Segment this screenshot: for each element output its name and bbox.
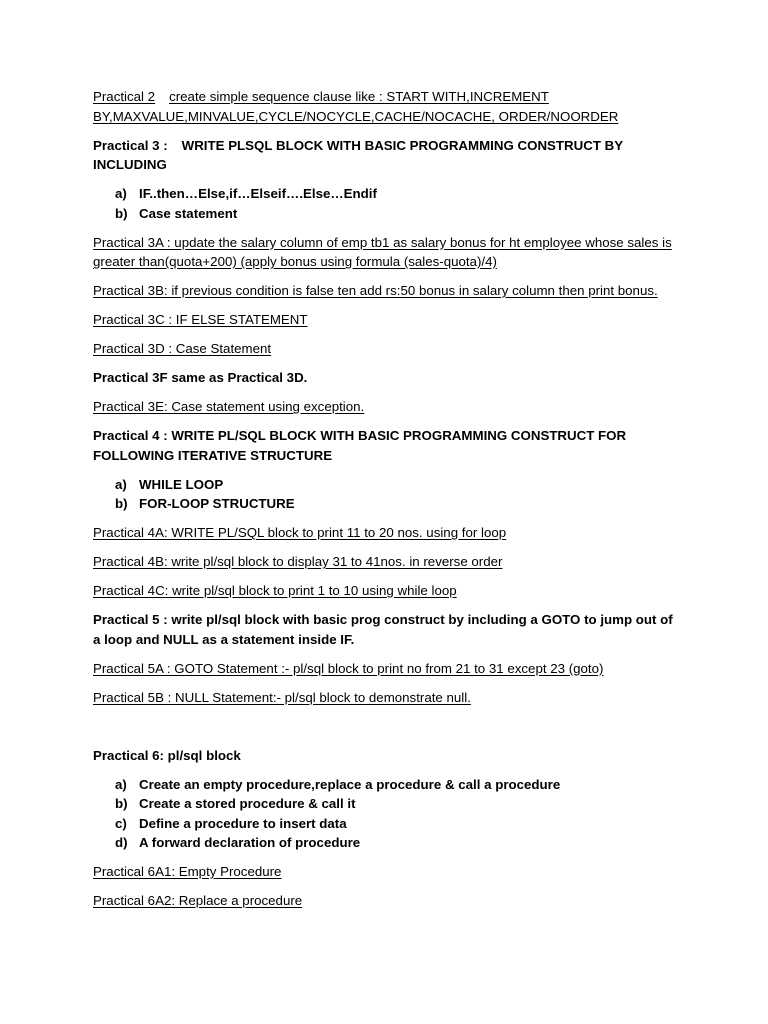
list-item (93, 494, 673, 514)
practical-3d: Practical 3D : Case Statement (93, 341, 272, 356)
list-marker: a) (115, 476, 127, 492)
practical-3-label: Practical 3 : (93, 137, 168, 153)
practical-3e: Practical 3E: Case statement using exception. (93, 399, 365, 414)
practical-4c: Practical 4C: write pl/sql block to print 1 to 10 using while loop (93, 583, 457, 598)
practical-3-heading (93, 136, 673, 175)
list-marker: d) (115, 835, 128, 850)
list-item (93, 833, 673, 853)
list-item (93, 794, 673, 814)
list-item-text: Create an empty procedure,replace a procedure & call a procedure (139, 776, 561, 792)
practical-6a1: Practical 6A1: Empty Procedure (93, 864, 282, 879)
list-marker: a) (115, 776, 127, 792)
list-item (93, 775, 673, 795)
practical-3a: Practical 3A : update the salary column of emp tb1 as salary bonus for ht employee whose sales is greater than(quota+200) (apply bonus using formula (sales-quota)/4) (93, 234, 672, 269)
section-spacer (93, 717, 673, 746)
practical-6-list (93, 775, 673, 853)
list-marker: b) (115, 796, 128, 811)
list-item-text: Case statement (139, 205, 238, 221)
list-item-text: IF..then…Else,if…Elseif….Else…Endif (139, 186, 377, 201)
list-item-text: FOR-LOOP STRUCTURE (139, 496, 295, 511)
practical-5-heading: Practical 5 : write pl/sql block with basic prog construct by including a GOTO to jump out of a loop and NULL as a statement inside IF. (93, 612, 673, 647)
practical-5b: Practical 5B : NULL Statement:- pl/sql block to demonstrate null. (93, 689, 471, 705)
list-item-text: Define a procedure to insert data (139, 815, 347, 831)
practical-4-heading: Practical 4 : WRITE PL/SQL BLOCK WITH BASIC PROGRAMMING CONSTRUCT FOR FOLLOWING ITERATIVE STRUCTURE (93, 428, 627, 463)
list-marker: a) (115, 186, 127, 201)
practical-4-list (93, 475, 673, 514)
practical-5a: Practical 5A : GOTO Statement :- pl/sql block to print no from 21 to 31 except 23 (goto) (93, 660, 604, 676)
practical-4a: Practical 4A: WRITE PL/SQL block to print 11 to 20 nos. using for loop (93, 525, 507, 540)
list-item (93, 184, 673, 204)
list-marker: b) (115, 205, 128, 221)
practical-2-label: Practical 2 (93, 89, 156, 104)
practical-2-text: create simple sequence clause like : START WITH,INCREMENT BY,MAXVALUE,MINVALUE,CYCLE/NOCYCLE,CACHE/NOCACHE, ORDER/NOORDER (93, 89, 619, 124)
practical-3f: Practical 3F same as Practical 3D. (93, 370, 308, 385)
list-item-text: Create a stored procedure & call it (139, 796, 356, 811)
practical-6-heading: Practical 6: pl/sql block (93, 747, 241, 763)
list-item (93, 814, 673, 834)
list-item-text: WHILE LOOP (139, 476, 224, 492)
practical-3-text: WRITE PLSQL BLOCK WITH BASIC PROGRAMMING CONSTRUCT BY INCLUDING (93, 137, 623, 172)
practical-3c: Practical 3C : IF ELSE STATEMENT (93, 312, 308, 327)
list-marker: b) (115, 496, 128, 511)
practical-6a2: Practical 6A2: Replace a procedure (93, 893, 303, 908)
list-marker: c) (115, 815, 127, 831)
list-item (93, 475, 673, 495)
practical-3-list (93, 184, 673, 223)
practical-4b: Practical 4B: write pl/sql block to display 31 to 41nos. in reverse order (93, 554, 503, 569)
document-page (93, 87, 673, 920)
practical-2-heading (93, 87, 673, 126)
practical-3b: Practical 3B: if previous condition is false ten add rs:50 bonus in salary column then print bonus. (93, 283, 658, 298)
list-item-text: A forward declaration of procedure (139, 835, 361, 850)
list-item (93, 204, 673, 224)
